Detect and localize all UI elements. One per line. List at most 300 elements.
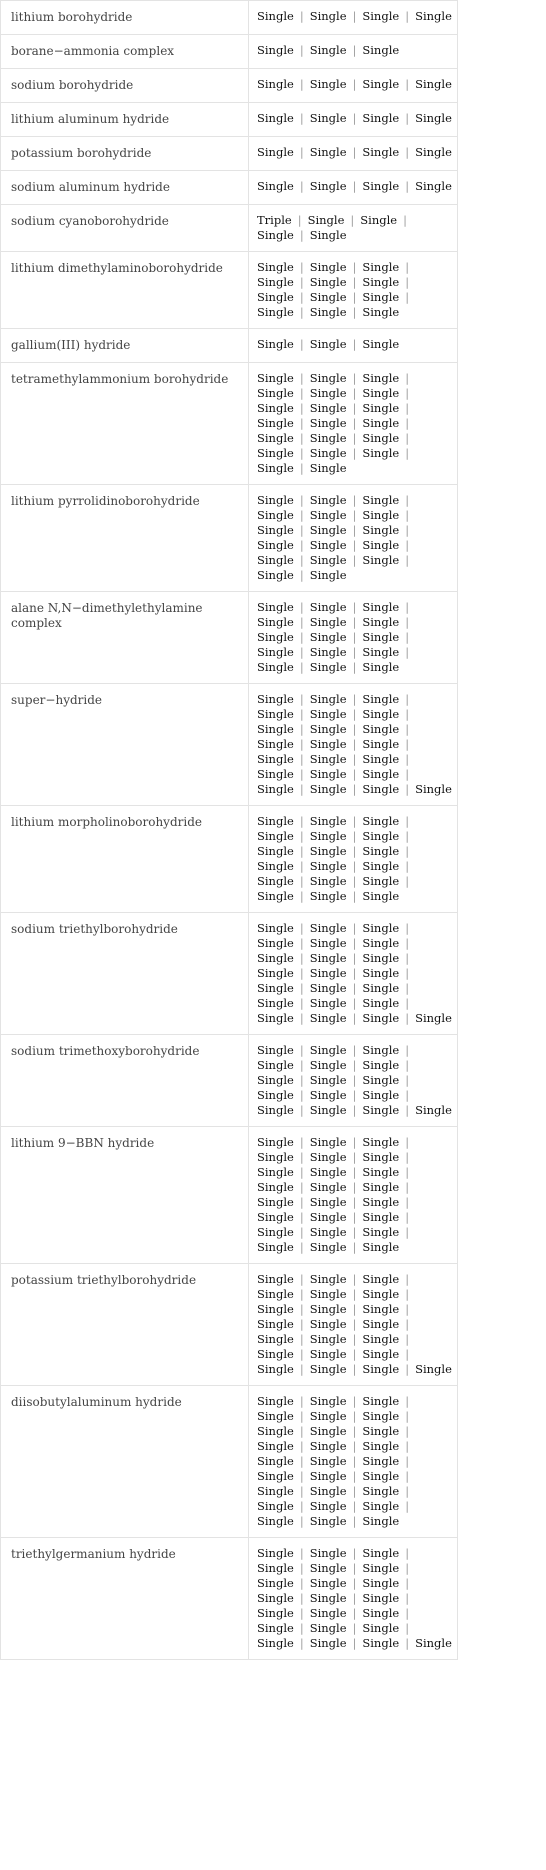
compound-name-cell: alane N,N−dimethylethylamine complex [1,592,249,684]
bond-type: Single [257,1484,294,1498]
bond-line [257,416,449,431]
separator: | [299,996,304,1010]
compound-name-cell: sodium trimethoxyborohydride [1,1035,249,1127]
separator: | [299,1332,304,1346]
separator: | [299,951,304,965]
bond-type: Single [309,1165,347,1179]
bond-type: Single [309,446,347,460]
separator: | [299,77,304,91]
bond-type: Single [257,814,294,828]
bond-type: Single [362,1210,400,1224]
bond-type: Single [309,1043,347,1057]
separator: | [299,1621,304,1635]
separator: | [352,371,357,385]
separator: | [405,431,410,445]
separator: | [405,752,410,766]
separator: | [299,431,304,445]
separator: | [405,645,410,659]
separator: | [299,859,304,873]
bond-type: Single [257,416,294,430]
bond-types-cell [249,69,458,103]
separator: | [352,1302,357,1316]
separator: | [405,874,410,888]
bond-types-cell [249,171,458,205]
bond-type: Single [257,1103,294,1117]
bond-type: Single [257,1011,294,1025]
bond-line [257,737,449,752]
separator: | [352,1150,357,1164]
bond-line [257,936,449,951]
bond-type: Single [309,966,347,980]
separator: | [299,9,304,23]
bond-type: Single [309,553,347,567]
separator: | [405,145,410,159]
bond-type: Single [362,874,400,888]
separator: | [299,1135,304,1149]
separator: | [352,874,357,888]
separator: | [405,782,410,796]
bond-type: Single [257,568,294,582]
bond-type: Single [309,752,347,766]
bond-type: Single [362,1394,400,1408]
bond-line [257,1362,452,1377]
separator: | [299,1195,304,1209]
bond-type: Single [257,1088,294,1102]
bond-line [257,1347,449,1362]
separator: | [352,446,357,460]
bond-types-cell [249,1,458,35]
bond-type: Single [362,1424,400,1438]
bond-type: Single [257,645,294,659]
separator: | [405,1180,410,1194]
separator: | [405,401,410,415]
bond-type: Single [309,844,347,858]
bond-type: Single [309,936,347,950]
bond-type: Single [309,290,347,304]
separator: | [352,1636,357,1650]
bond-type: Single [257,692,294,706]
separator: | [352,1484,357,1498]
bond-type: Single [257,1454,294,1468]
bond-type: Single [309,508,347,522]
bond-type: Single [257,722,294,736]
bond-type: Single [309,523,347,537]
separator: | [405,1225,410,1239]
bond-types-cell [249,137,458,171]
bond-line [257,371,449,386]
bond-type: Single [257,752,294,766]
bond-type: Single [362,722,400,736]
bond-type: Single [257,936,294,950]
separator: | [352,1272,357,1286]
bond-type: Single [309,1332,347,1346]
bond-type: Single [257,1499,294,1513]
bond-type: Single [309,1195,347,1209]
separator: | [352,1073,357,1087]
bond-type: Triple [257,213,292,227]
separator: | [405,290,410,304]
bond-type: Single [415,1362,452,1376]
bond-type: Single [257,1514,294,1528]
bond-line [257,145,452,160]
bond-type: Single [362,508,400,522]
bond-type: Single [309,111,347,125]
separator: | [352,1469,357,1483]
separator: | [299,1362,304,1376]
separator: | [405,1058,410,1072]
bond-line [257,996,449,1011]
table-row [1,806,458,913]
separator: | [299,1499,304,1513]
separator: | [352,1043,357,1057]
separator: | [405,1499,410,1513]
separator: | [299,737,304,751]
bond-type: Single [362,859,400,873]
separator: | [405,966,410,980]
bond-line [257,1514,449,1529]
separator: | [352,1621,357,1635]
bond-type: Single [362,111,400,125]
bond-type: Single [309,1135,347,1149]
bond-type: Single [362,996,400,1010]
separator: | [299,1469,304,1483]
separator: | [405,1011,410,1025]
bond-type: Single [362,1180,400,1194]
compound-name-cell: super−hydride [1,684,249,806]
bond-type: Single [309,1484,347,1498]
separator: | [405,692,410,706]
bond-line [257,1424,449,1439]
bond-type: Single [309,1103,347,1117]
table-row [1,363,458,485]
separator: | [352,337,357,351]
separator: | [405,1150,410,1164]
bond-type: Single [309,1347,347,1361]
bond-type: Single [362,43,400,57]
bond-types-cell [249,1264,458,1386]
separator: | [405,1409,410,1423]
separator: | [352,290,357,304]
bond-line [257,1302,449,1317]
separator: | [405,859,410,873]
bond-type: Single [257,1576,294,1590]
separator: | [352,1058,357,1072]
bond-type: Single [362,951,400,965]
separator: | [299,874,304,888]
bond-line [257,213,449,228]
bond-type: Single [362,692,400,706]
bond-type: Single [309,1409,347,1423]
separator: | [352,523,357,537]
bond-type: Single [362,1103,400,1117]
separator: | [405,1195,410,1209]
separator: | [299,1180,304,1194]
separator: | [299,1225,304,1239]
bond-type: Single [309,77,347,91]
separator: | [352,600,357,614]
separator: | [352,275,357,289]
separator: | [405,1362,410,1376]
separator: | [352,1135,357,1149]
separator: | [405,737,410,751]
bond-type: Single [362,1606,400,1620]
separator: | [405,1165,410,1179]
bond-type: Single [362,1362,400,1376]
separator: | [352,1424,357,1438]
bond-types-cell [249,913,458,1035]
separator: | [299,1210,304,1224]
bond-type: Single [309,951,347,965]
bond-type: Single [362,889,400,903]
bond-type: Single [257,660,294,674]
bond-type: Single [309,145,347,159]
bond-type: Single [362,1302,400,1316]
separator: | [405,844,410,858]
bond-line [257,660,449,675]
bond-type: Single [362,305,400,319]
bond-type: Single [257,951,294,965]
separator: | [352,1454,357,1468]
bond-type: Single [309,179,347,193]
bond-type: Single [415,1103,452,1117]
separator: | [299,966,304,980]
bond-type: Single [257,889,294,903]
separator: | [405,538,410,552]
bond-line [257,1439,449,1454]
separator: | [299,1484,304,1498]
bond-line [257,401,449,416]
separator: | [352,145,357,159]
separator: | [352,722,357,736]
bond-type: Single [362,1636,400,1650]
separator: | [299,936,304,950]
bond-type: Single [257,782,294,796]
separator: | [352,921,357,935]
table-body [1,1,458,1660]
bond-line [257,1576,449,1591]
bond-type: Single [362,752,400,766]
compound-name-cell: potassium borohydride [1,137,249,171]
bond-line [257,951,449,966]
separator: | [299,111,304,125]
separator: | [352,1210,357,1224]
bond-line [257,829,449,844]
bond-type: Single [257,966,294,980]
separator: | [405,1317,410,1331]
bond-line [257,305,449,320]
bond-type: Single [257,996,294,1010]
bond-line [257,1606,449,1621]
separator: | [405,260,410,274]
separator: | [299,1272,304,1286]
separator: | [299,568,304,582]
separator: | [299,1088,304,1102]
bond-type: Single [362,493,400,507]
bond-type: Single [257,1195,294,1209]
bond-line [257,1621,449,1636]
bond-type: Single [257,1272,294,1286]
bond-type: Single [362,1150,400,1164]
bond-types-cell [249,252,458,329]
separator: | [352,692,357,706]
bond-type: Single [362,921,400,935]
bond-type: Single [309,692,347,706]
bond-type: Single [257,1073,294,1087]
bond-type: Single [362,145,400,159]
bond-type: Single [362,1011,400,1025]
bond-line [257,275,449,290]
separator: | [352,401,357,415]
bond-type: Single [362,1088,400,1102]
bond-line [257,1058,449,1073]
table-row [1,1538,458,1660]
separator: | [352,814,357,828]
table-row [1,103,458,137]
separator: | [352,1103,357,1117]
separator: | [405,1636,410,1650]
bond-type: Single [362,829,400,843]
bond-line [257,889,449,904]
bond-type: Single [309,859,347,873]
bond-type: Single [257,1150,294,1164]
bond-line [257,1135,449,1150]
bond-line [257,645,449,660]
compound-name-cell: diisobutylaluminum hydride [1,1386,249,1538]
separator: | [350,213,355,227]
bond-line [257,568,449,583]
separator: | [405,707,410,721]
bond-line [257,461,449,476]
bond-type: Single [257,981,294,995]
separator: | [405,1546,410,1560]
separator: | [352,260,357,274]
separator: | [352,752,357,766]
bond-line [257,707,449,722]
bond-type: Single [362,782,400,796]
bond-type: Single [309,1454,347,1468]
bond-line [257,493,449,508]
separator: | [352,844,357,858]
separator: | [352,1088,357,1102]
bond-type: Single [257,737,294,751]
separator: | [299,1011,304,1025]
bond-line [257,1103,452,1118]
separator: | [352,615,357,629]
separator: | [352,660,357,674]
bond-type: Single [362,1317,400,1331]
bond-types-cell [249,35,458,69]
separator: | [299,401,304,415]
bond-type: Single [309,493,347,507]
separator: | [405,1454,410,1468]
separator: | [299,1317,304,1331]
bond-type: Single [309,874,347,888]
separator: | [299,461,304,475]
separator: | [352,1011,357,1025]
table-row [1,485,458,592]
bond-type: Single [257,1135,294,1149]
separator: | [299,829,304,843]
bond-type: Single [362,1484,400,1498]
bond-type: Single [362,523,400,537]
bond-line [257,446,449,461]
compound-name-cell: lithium morpholinoborohydride [1,806,249,913]
separator: | [299,1591,304,1605]
bond-type: Single [362,1591,400,1605]
bond-line [257,538,449,553]
bond-type: Single [257,371,294,385]
bond-type: Single [362,1576,400,1590]
separator: | [299,981,304,995]
bond-type: Single [415,1636,452,1650]
separator: | [352,1225,357,1239]
separator: | [405,179,410,193]
bond-type: Single [257,275,294,289]
bond-type: Single [415,179,452,193]
bond-type: Single [309,1240,347,1254]
bond-type: Single [360,213,398,227]
bond-type: Single [309,1469,347,1483]
separator: | [405,829,410,843]
bond-type: Single [362,844,400,858]
separator: | [352,1499,357,1513]
bond-type: Single [309,921,347,935]
separator: | [352,782,357,796]
bond-type: Single [362,260,400,274]
separator: | [299,1439,304,1453]
separator: | [299,1576,304,1590]
separator: | [299,707,304,721]
separator: | [299,889,304,903]
table-row [1,171,458,205]
bond-line [257,1225,449,1240]
bond-types-cell [249,329,458,363]
bond-type: Single [362,936,400,950]
separator: | [352,43,357,57]
separator: | [405,1484,410,1498]
bond-type: Single [257,77,294,91]
separator: | [403,213,407,227]
bond-type: Single [257,1424,294,1438]
separator: | [405,523,410,537]
bond-types-cell [249,485,458,592]
bond-types-cell [249,806,458,913]
table-row [1,1,458,35]
separator: | [299,767,304,781]
bond-type: Single [309,1424,347,1438]
bond-type: Single [257,111,294,125]
bond-line [257,1272,449,1287]
separator: | [299,290,304,304]
bond-type: Single [362,553,400,567]
bond-type: Single [309,829,347,843]
compound-name-cell: potassium triethylborohydride [1,1264,249,1386]
compound-name-cell: sodium borohydride [1,69,249,103]
separator: | [299,752,304,766]
bond-line [257,179,452,194]
bond-line [257,77,452,92]
separator: | [352,1514,357,1528]
bond-line [257,431,449,446]
bond-line [257,630,449,645]
bond-line [257,1210,449,1225]
bond-type: Single [257,43,294,57]
bond-line [257,1011,452,1026]
bond-type: Single [362,767,400,781]
bond-type: Single [257,179,294,193]
bond-type: Single [257,829,294,843]
separator: | [299,615,304,629]
